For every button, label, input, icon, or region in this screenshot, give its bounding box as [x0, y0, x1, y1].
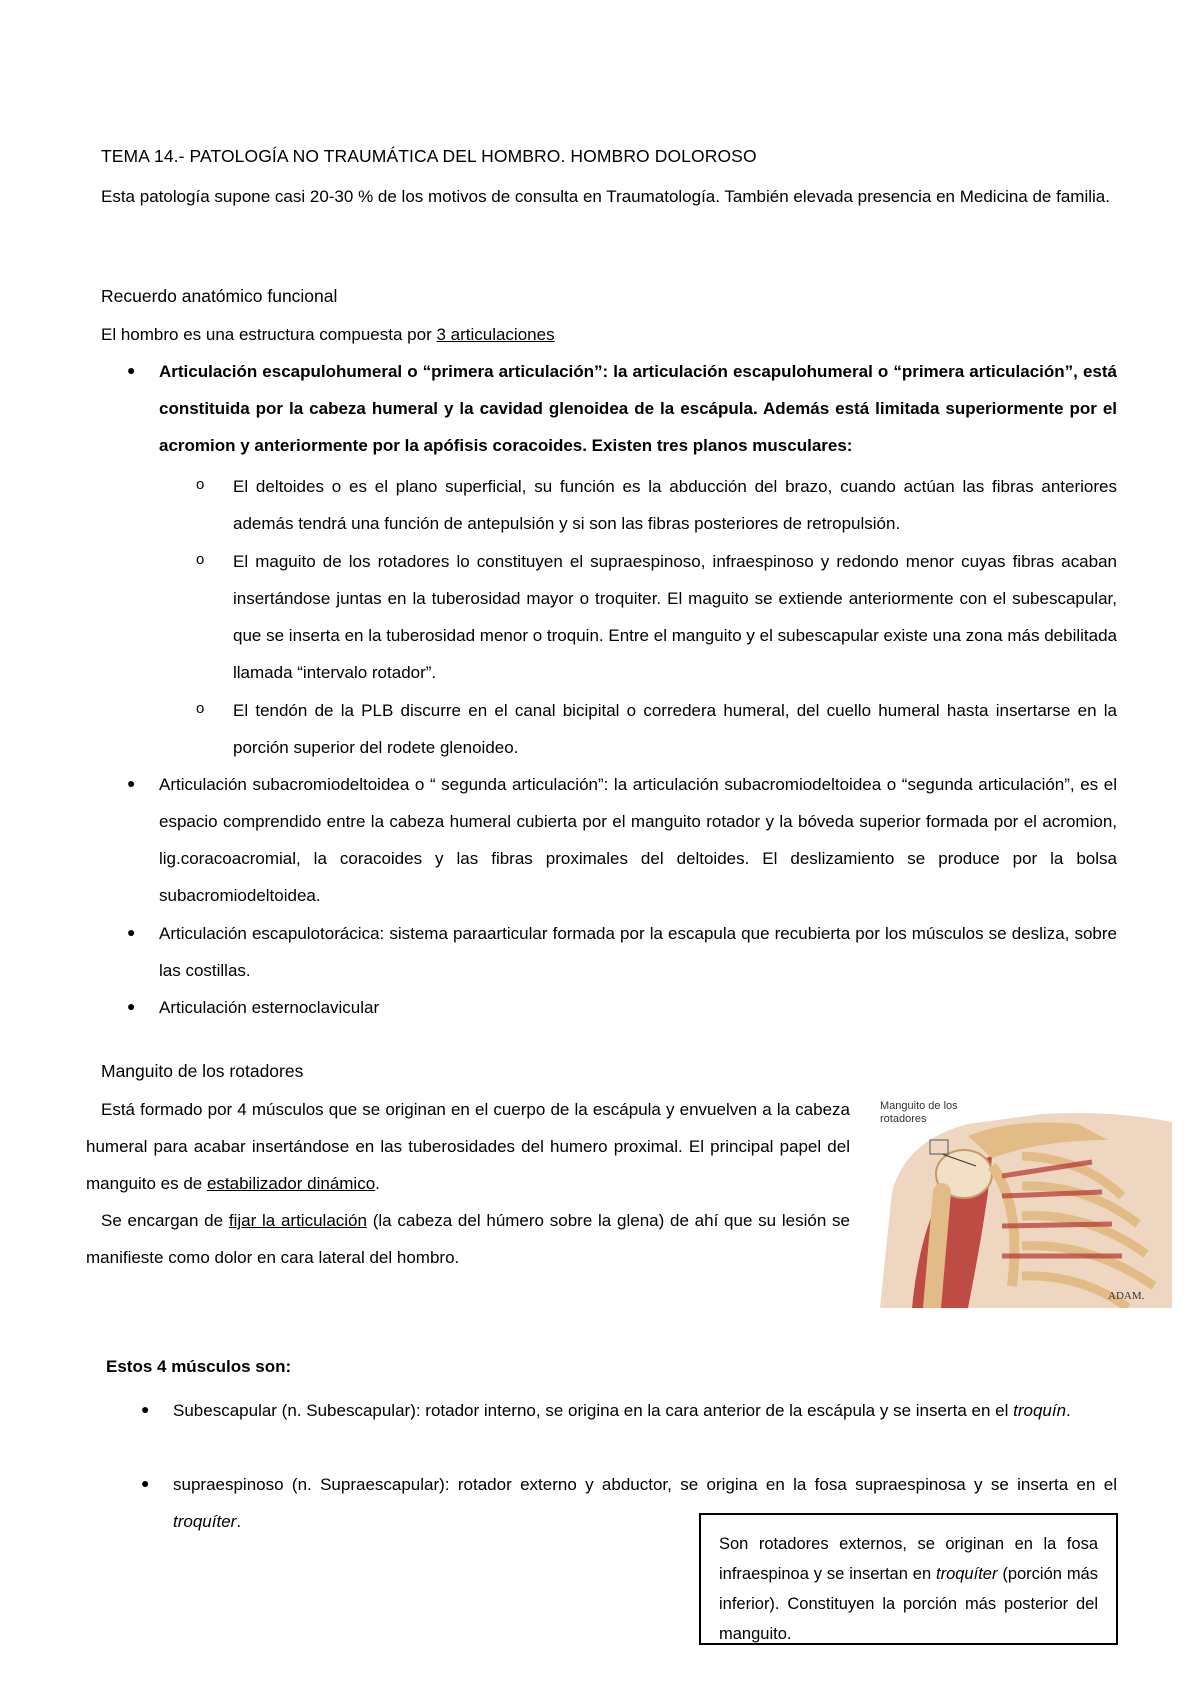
note-box-italic: troquíter	[936, 1565, 998, 1583]
note-box-text: Son rotadores externos, se originan en la fosa infraespinoa y se insertan en	[719, 1535, 1098, 1583]
sub-item-text: El tendón de la PLB discurre en el canal bicipital o corredera humeral, del cuello humeral hasta insertarse en la porción superior del rodete glenoideo.	[233, 701, 1117, 757]
muscle-item-italic: troquín	[1013, 1401, 1067, 1420]
manguito-p2-underlined: fijar la articulación	[228, 1211, 367, 1230]
figure-label: Manguito de los rotadores	[880, 1100, 958, 1125]
bullet-icon: ●	[141, 1475, 150, 1491]
sub-item-text: El deltoides o es el plano superficial, su función es la abducción del brazo, cuando actúan las fibras anteriores además tendrá una función de antepulsión y si son las fibras posteriores de retropulsión.	[233, 477, 1117, 533]
section-heading-muscles: Estos 4 músculos son:	[106, 1357, 292, 1376]
anatomy-lead-text: El hombro es una estructura compuesta por	[101, 325, 437, 344]
intro-paragraph	[86, 178, 1116, 215]
list-item-text: Articulación subacromiodeltoidea o “ segunda articulación”: la articulación subacromiodeltoidea o “segunda articulación”, es el espacio comprendido entre la cabeza humeral cubierta por el manguito rotador y la bóveda superior formada por el acromion, lig.coracoacromial, la coracoides y las fibras proximales del deltoides. El deslizamiento se produce por la bolsa subacromiodeltoidea.	[159, 775, 1117, 905]
sub-item-deltoides	[233, 468, 1117, 542]
intro-text: Esta patología supone casi 20-30 % de los motivos de consulta en Traumatología. También elevada presencia en Medicina de familia.	[101, 187, 1110, 206]
circle-bullet-icon: o	[196, 476, 205, 493]
manguito-p2-text: Se encargan de	[101, 1211, 229, 1230]
muscle-item-subescapular	[173, 1392, 1117, 1429]
list-item-text: Articulación escapulotorácica: sistema paraarticular formada por la escapula que recubierta por los músculos se desliza, sobre las costillas.	[159, 924, 1117, 980]
manguito-paragraph-1	[86, 1091, 850, 1202]
list-item-text: Articulación esternoclavicular	[159, 998, 380, 1017]
list-item-text: Articulación escapulohumeral o “primera articulación”: la articulación escapulohumeral o “primera articulación”, está constituida por la cabeza humeral y la cavidad glenoidea de la escápula. Además está limitada superiormente por el acromion y anteriormente por la apófisis coracoides. Existen tres planos musculares:	[159, 362, 1117, 455]
muscle-item-text: supraespinoso (n. Supraescapular): rotador externo y abductor, se origina en la fosa supraespinosa y se inserta en el	[173, 1475, 1117, 1494]
list-item-subacromiodeltoidea	[159, 766, 1117, 914]
bullet-icon: ●	[127, 924, 136, 940]
list-item-escapulotoracica	[159, 915, 1117, 989]
bullet-icon: ●	[127, 998, 136, 1014]
note-box-infraespinoso	[699, 1513, 1118, 1645]
circle-bullet-icon: o	[196, 700, 205, 717]
section-heading-anatomy: Recuerdo anatómico funcional	[101, 286, 338, 306]
rotator-cuff-illustration	[872, 1096, 1172, 1308]
anatomy-lead	[101, 316, 555, 353]
sub-item-plb	[233, 692, 1117, 766]
sub-item-text: El maguito de los rotadores lo constituyen el supraespinoso, infraespinoso y redondo menor cuyas fibras acaban insertándose juntas en la tuberosidad mayor o troquiter. El maguito se extiende anteriormente con el subescapular, que se inserta en la tuberosidad menor o troquin. Entre el manguito y el subescapular existe una zona más debilitada llamada “intervalo rotador”.	[233, 552, 1117, 682]
muscle-item-end: .	[236, 1512, 242, 1531]
bullet-icon: ●	[141, 1401, 150, 1417]
list-item-escapulohumeral	[159, 353, 1117, 464]
manguito-p1-end: .	[375, 1174, 380, 1193]
muscle-item-italic: troquíter	[173, 1512, 237, 1531]
muscle-item-text: Subescapular (n. Subescapular): rotador interno, se origina en la cara anterior de la escápula y se inserta en el	[173, 1401, 1014, 1420]
bullet-icon: ●	[127, 362, 136, 378]
muscle-item-end: .	[1066, 1401, 1071, 1420]
sub-item-manguito	[233, 543, 1117, 691]
figure-credit: ADAM.	[1108, 1290, 1145, 1302]
rotator-cuff-svg	[872, 1096, 1172, 1308]
page-title: TEMA 14.- PATOLOGÍA NO TRAUMÁTICA DEL HOMBRO. HOMBRO DOLOROSO	[101, 146, 757, 166]
bullet-icon: ●	[127, 775, 136, 791]
anatomy-lead-underlined: 3 articulaciones	[436, 325, 555, 344]
note-box-end: (porción más inferior). Constituyen la porción más posterior del manguito.	[719, 1565, 1098, 1643]
manguito-p1-underlined: estabilizador dinámico	[206, 1174, 376, 1193]
manguito-p2-end: (la cabeza del húmero sobre la glena) de ahí que su lesión se manifieste como dolor en cara lateral del hombro.	[86, 1211, 851, 1267]
list-item-esternoclavicular	[159, 989, 379, 1026]
manguito-paragraph-2	[86, 1202, 850, 1276]
section-heading-manguito: Manguito de los rotadores	[101, 1061, 304, 1081]
manguito-p1-text: Está formado por 4 músculos que se originan en el cuerpo de la escápula y envuelven a la cabeza humeral para acabar insertándose en las tuberosidades del humero proximal. El principal papel del manguito es de	[86, 1100, 850, 1193]
circle-bullet-icon: o	[196, 551, 205, 568]
